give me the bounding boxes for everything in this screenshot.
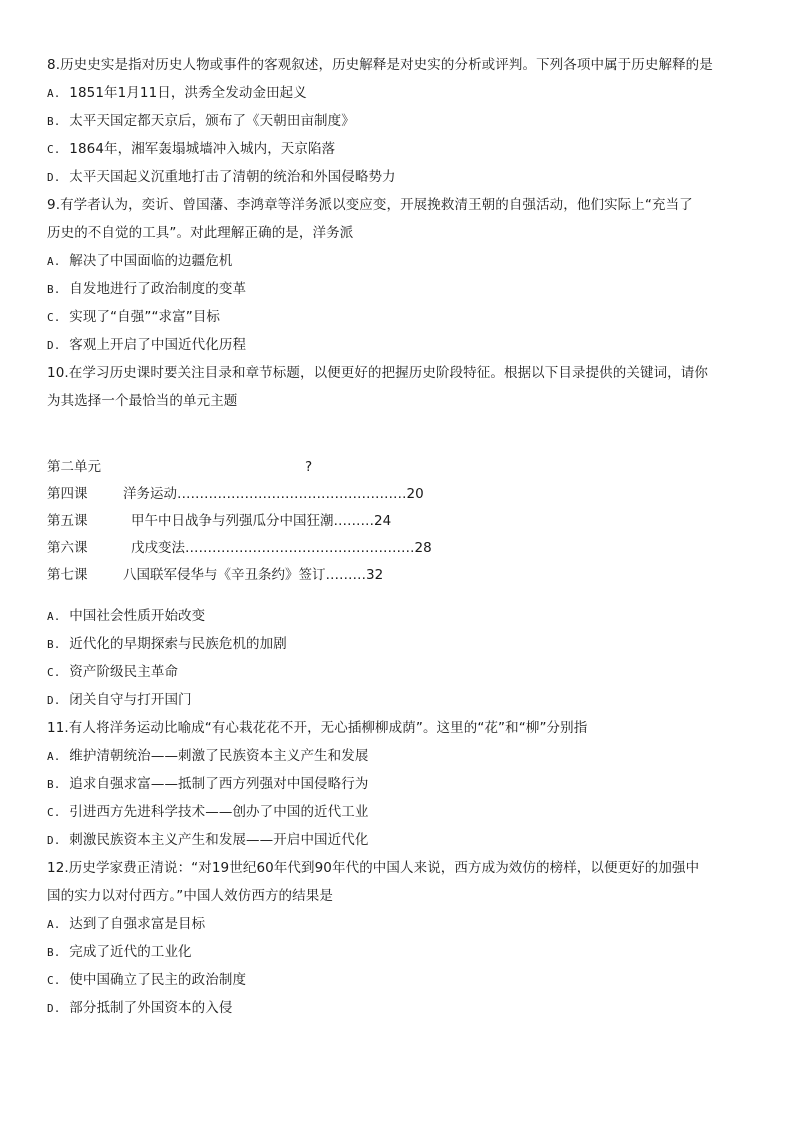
toc-title: 甲午中日战争与列强瓜分中国狂潮………24	[131, 513, 392, 529]
toc-row	[47, 566, 747, 593]
option-text: 太平天国定都天京后，颁布了《天朝田亩制度》	[69, 113, 355, 129]
question-11-stem: 11.有人将洋务运动比喻成“有心栽花花不开，无心插柳柳成荫”。这里的“花”和“柳”分别指	[47, 720, 588, 736]
option-letter: D.	[47, 694, 61, 707]
toc-lesson: 第四课	[47, 486, 88, 502]
option-text: 1864年，湘军轰塌城墙冲入城内，天京陷落	[69, 141, 336, 157]
toc-row	[47, 485, 747, 512]
toc-title: 八国联军侵华与《辛丑条约》签订………32	[123, 567, 384, 583]
option-text: 解决了中国面临的边疆危机	[69, 253, 233, 269]
option-text: 维护清朝统治——刺激了民族资本主义产生和发展	[69, 748, 369, 764]
question-8-stem: 8.历史史实是指对历史人物或事件的客观叙述，历史解释是对史实的分析或评判。下列各项中属于历史解释的是	[47, 57, 713, 73]
toc-unit-row	[47, 458, 747, 485]
option-text: 客观上开启了中国近代化历程	[69, 337, 247, 353]
option-text: 使中国确立了民主的政治制度	[69, 972, 247, 988]
question-11-option-a	[47, 747, 747, 775]
option-text: 部分抵制了外国资本的入侵	[69, 1000, 233, 1016]
question-12-stem-line2: 国的实力以对付西方。”中国人效仿西方的结果是	[47, 888, 333, 904]
question-10-option-c	[47, 663, 747, 691]
question-9-option-b	[47, 280, 747, 308]
option-letter: C.	[47, 143, 61, 156]
option-letter: A.	[47, 918, 61, 931]
question-12-option-c	[47, 971, 747, 999]
option-letter: A.	[47, 87, 61, 100]
question-12-option-b	[47, 943, 747, 971]
exam-page	[47, 56, 747, 1027]
option-letter: C.	[47, 666, 61, 679]
option-letter: D.	[47, 339, 61, 352]
question-11-option-b	[47, 775, 747, 803]
question-8-option-d	[47, 168, 747, 196]
question-11-option-c	[47, 803, 747, 831]
question-8-option-a	[47, 84, 747, 112]
option-text: 达到了自强求富是目标	[69, 916, 206, 932]
question-8-option-c	[47, 140, 747, 168]
question-9-option-c	[47, 308, 747, 336]
toc-lesson: 第七课	[47, 567, 88, 583]
question-10-option-d	[47, 691, 747, 719]
toc-lesson: 第五课	[47, 513, 88, 529]
option-text: 完成了近代的工业化	[69, 944, 192, 960]
toc-unit: 第二单元	[47, 459, 101, 475]
option-text: 引进西方先进科学技术——创办了中国的近代工业	[69, 804, 369, 820]
question-9-stem-line1: 9.有学者认为，奕䜣、曾国藩、李鸿章等洋务派以变应变，开展挽救清王朝的自强活动，他们实际上“充当了	[47, 197, 693, 213]
option-text: 闭关自守与打开国门	[69, 692, 192, 708]
option-letter: B.	[47, 115, 61, 128]
option-letter: B.	[47, 638, 61, 651]
option-letter: B.	[47, 778, 61, 791]
option-text: 1851年1月11日，洪秀全发动金田起义	[69, 85, 307, 101]
option-letter: B.	[47, 283, 61, 296]
table-of-contents	[47, 434, 747, 607]
question-9-option-a	[47, 252, 747, 280]
toc-lesson: 第六课	[47, 540, 88, 556]
toc-row	[47, 512, 747, 539]
question-10-option-a	[47, 607, 747, 635]
question-10-stem-line2: 为其选择一个最恰当的单元主题	[47, 393, 238, 409]
option-letter: B.	[47, 946, 61, 959]
option-letter: D.	[47, 171, 61, 184]
option-letter: C.	[47, 974, 61, 987]
option-text: 中国社会性质开始改变	[69, 608, 206, 624]
question-10-option-b	[47, 635, 747, 663]
option-letter: D.	[47, 1002, 61, 1015]
option-text: 资产阶级民主革命	[69, 664, 179, 680]
question-11-option-d	[47, 831, 747, 859]
option-letter: A.	[47, 610, 61, 623]
option-letter: D.	[47, 834, 61, 847]
question-12-option-a	[47, 915, 747, 943]
toc-title: 戊戌变法……………………………………………28	[131, 540, 432, 556]
question-8-option-b	[47, 112, 747, 140]
option-text: 刺激民族资本主义产生和发展——开启中国近代化	[69, 832, 369, 848]
toc-unit-title: ?	[305, 459, 313, 475]
option-text: 太平天国起义沉重地打击了清朝的统治和外国侵略势力	[69, 169, 396, 185]
question-9-stem-line2: 历史的不自觉的工具”。对此理解正确的是，洋务派	[47, 225, 354, 241]
option-text: 追求自强求富——抵制了西方列强对中国侵略行为	[69, 776, 369, 792]
question-9-option-d	[47, 336, 747, 364]
option-letter: C.	[47, 311, 61, 324]
question-12-option-d	[47, 999, 747, 1027]
option-letter: A.	[47, 750, 61, 763]
question-12-stem-line1: 12.历史学家费正清说：“对19世纪60年代到90年代的中国人来说，西方成为效仿的榜样，以便更好的加强中	[47, 860, 700, 876]
option-letter: A.	[47, 255, 61, 268]
toc-title: 洋务运动……………………………………………20	[123, 486, 424, 502]
toc-row	[47, 539, 747, 566]
option-letter: C.	[47, 806, 61, 819]
option-text: 实现了“自强”“求富”目标	[69, 309, 221, 325]
option-text: 自发地进行了政治制度的变革	[69, 281, 247, 297]
question-10-stem-line1: 10.在学习历史课时要关注目录和章节标题，以便更好的把握历史阶段特征。根据以下目录提供的关键词，请你	[47, 365, 708, 381]
option-text: 近代化的早期探索与民族危机的加剧	[69, 636, 287, 652]
